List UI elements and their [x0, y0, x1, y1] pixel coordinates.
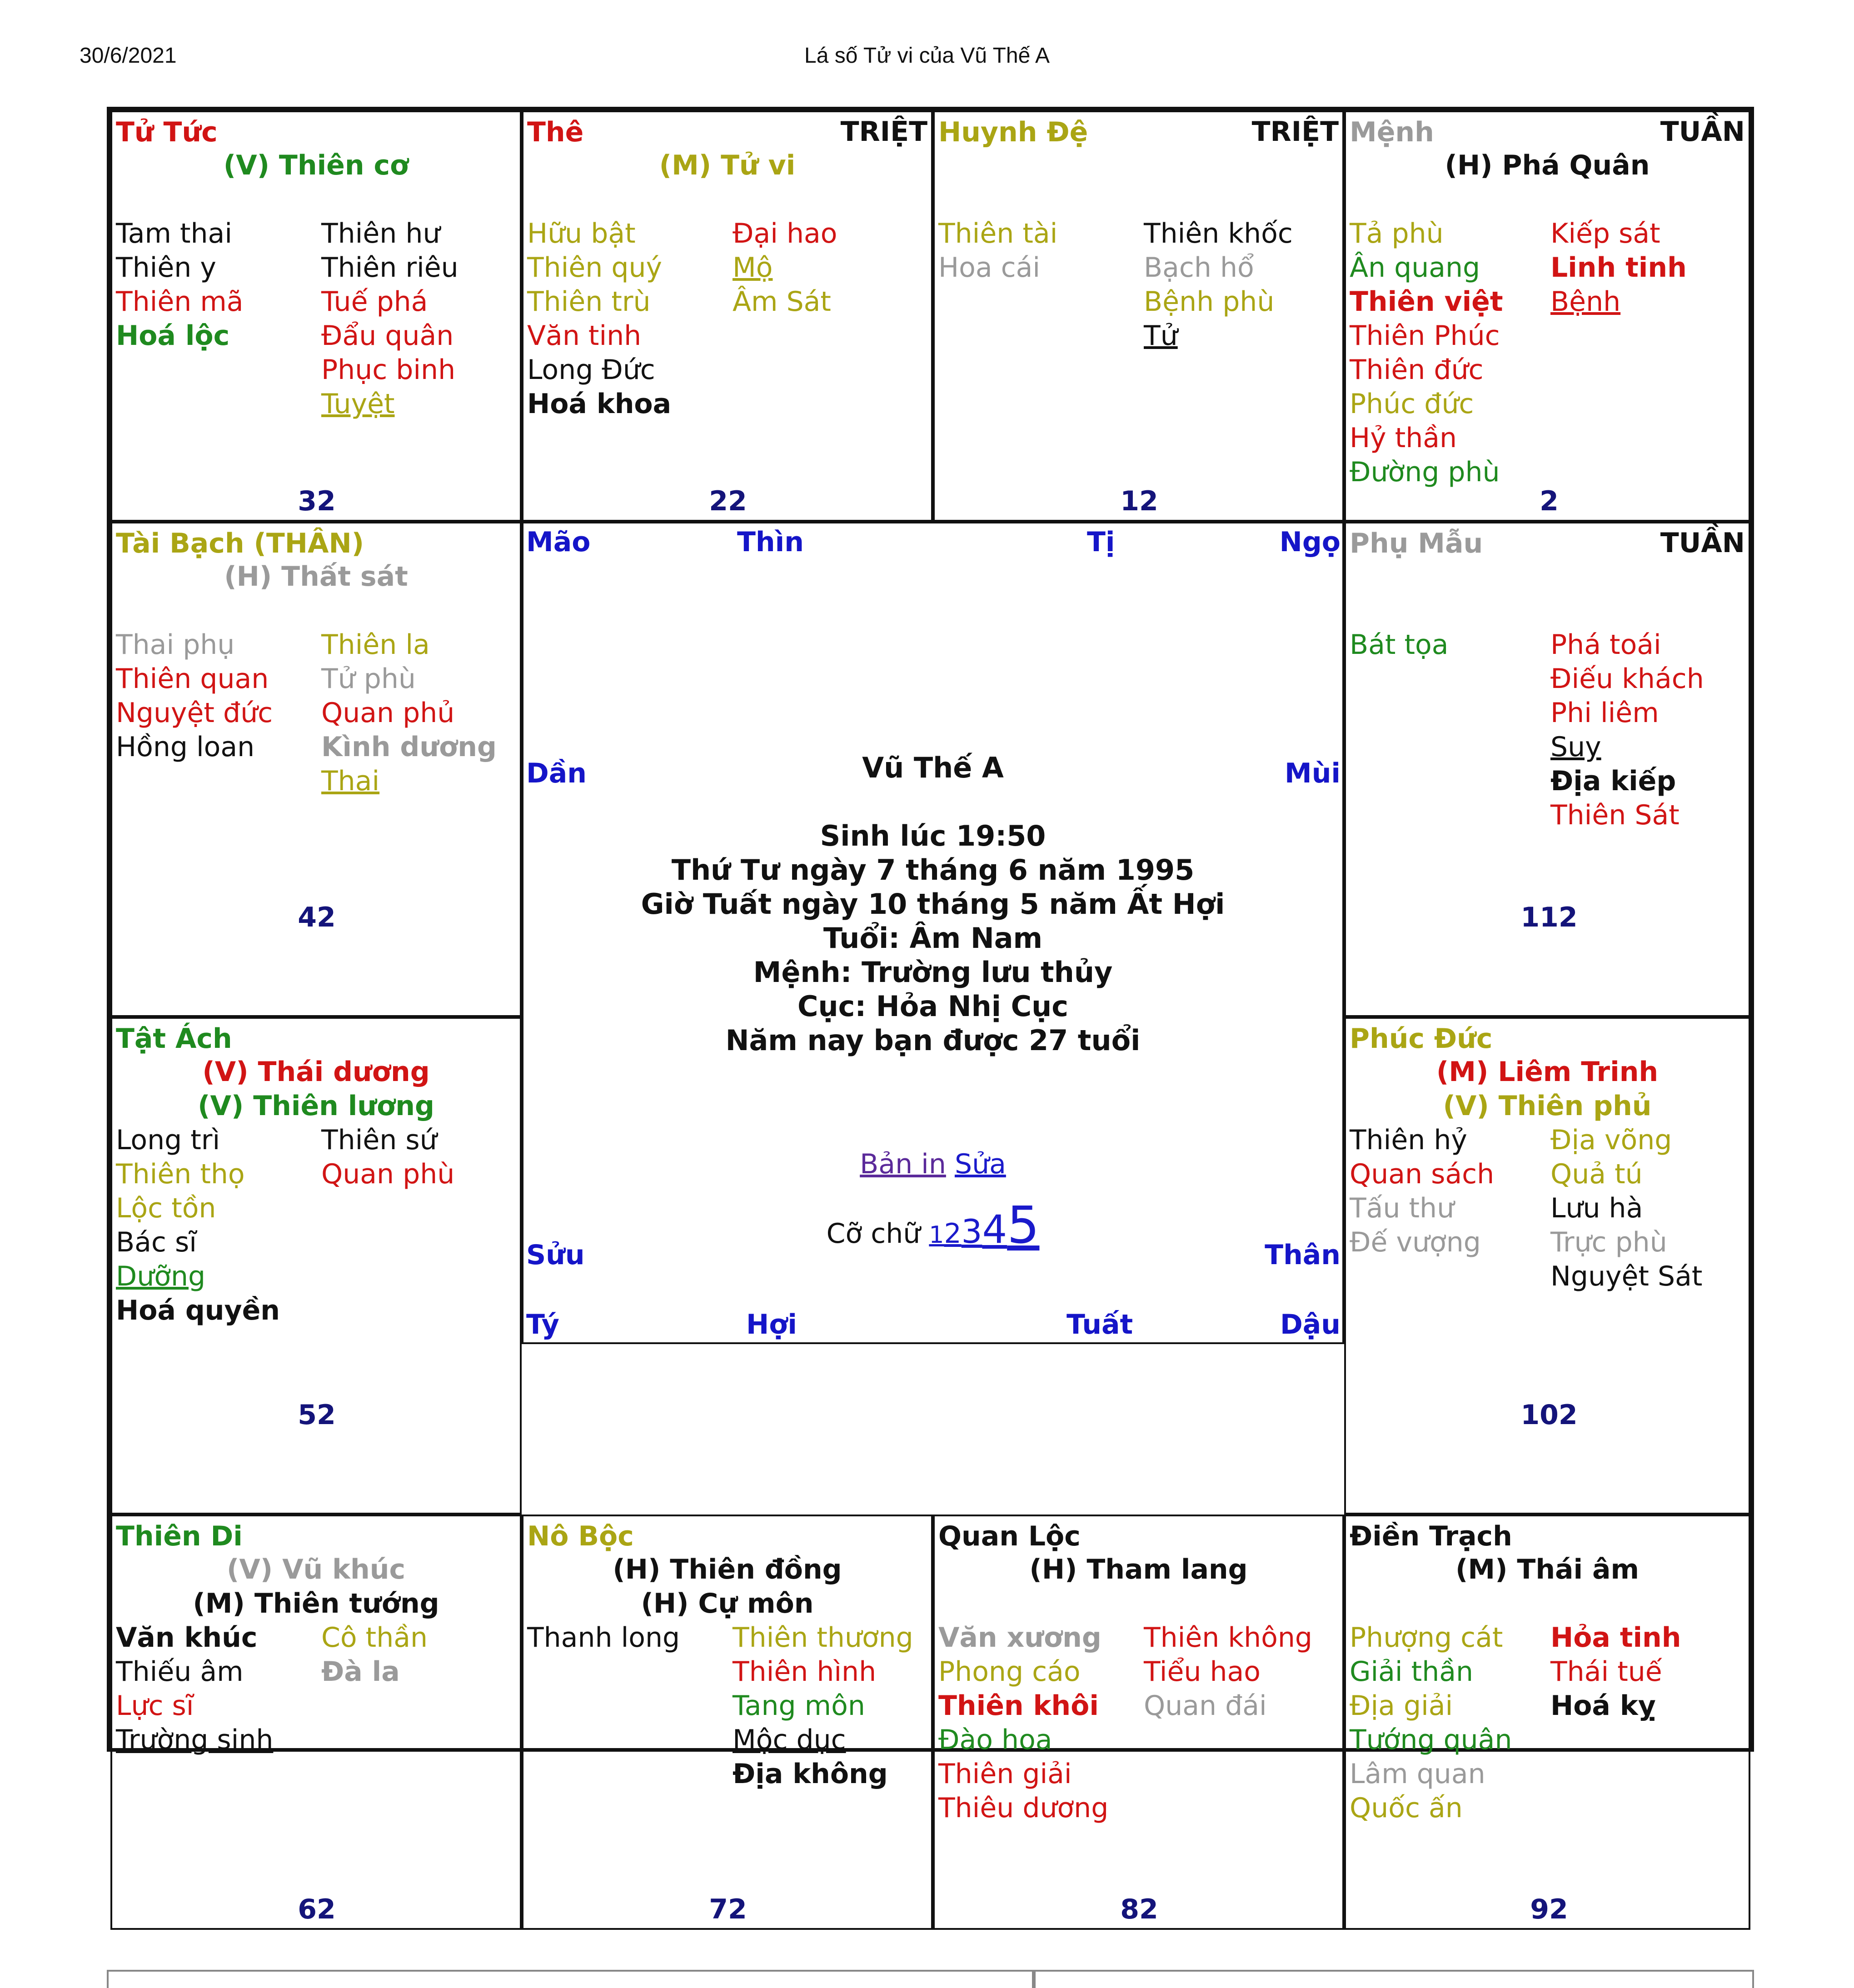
- branch-label: Tị: [1087, 526, 1115, 558]
- star: Văn tinh: [527, 320, 642, 352]
- minor-stars-right: [321, 1621, 428, 1689]
- star: Thiên trù: [527, 286, 651, 318]
- palace-name: Tật Ách: [116, 1023, 232, 1055]
- star: Thiên Sát: [1550, 799, 1680, 831]
- major-stars: [523, 149, 931, 183]
- palace-name: Thê: [527, 116, 584, 148]
- star: Phượng cát: [1350, 1622, 1503, 1654]
- minor-stars-left: [527, 1621, 680, 1655]
- star: Thiên khốc: [1144, 218, 1293, 249]
- star: Quả tú: [1550, 1158, 1643, 1190]
- star: Lâm quan: [1350, 1758, 1485, 1790]
- palace-phu-mau: [1344, 522, 1750, 1017]
- major-star: (V) Vũ khúc: [226, 1554, 406, 1585]
- major-stars: [112, 1553, 520, 1621]
- star: Thái tuế: [1550, 1656, 1662, 1688]
- star: Bát tọa: [1350, 629, 1449, 661]
- star: Thiên quan: [116, 663, 269, 695]
- branch-label: Dần: [526, 757, 587, 789]
- print-date: 30/6/2021: [80, 44, 177, 68]
- star: Quan sách: [1350, 1158, 1495, 1190]
- branch-label: Tý: [526, 1309, 559, 1340]
- star: Suy: [1550, 731, 1601, 763]
- star: Văn khúc: [116, 1622, 258, 1654]
- star: Dưỡng: [116, 1261, 206, 1292]
- star: Tướng quân: [1350, 1724, 1512, 1756]
- star: Phi liêm: [1550, 697, 1659, 729]
- star: Thiên sứ: [321, 1124, 437, 1156]
- major-star: (H) Phá Quân: [1445, 149, 1650, 181]
- star: Thiên tài: [938, 218, 1058, 249]
- font-size-label: Cỡ chữ: [826, 1218, 921, 1250]
- star: Tử: [1144, 320, 1178, 352]
- palace-huynh-de: [933, 110, 1344, 522]
- star: Thiên Phúc: [1350, 320, 1500, 352]
- star: Thiên y: [116, 252, 216, 284]
- palace-name: Mệnh: [1350, 116, 1434, 148]
- minor-stars-left: [1350, 217, 1503, 489]
- solar-date: Thứ Tư ngày 7 tháng 6 năm 1995: [671, 853, 1195, 887]
- star: Hoá lộc: [116, 320, 230, 352]
- star: Quan phù: [321, 1158, 455, 1190]
- font-size-3-link[interactable]: 3: [961, 1212, 982, 1251]
- star: Âm Sát: [733, 286, 831, 318]
- print-link[interactable]: Bản in: [860, 1148, 946, 1180]
- star: Long trì: [116, 1124, 220, 1156]
- star: Thiên hư: [321, 218, 440, 249]
- star: Bác sĩ: [116, 1226, 197, 1258]
- minor-stars-right: [733, 1621, 913, 1791]
- minor-stars-left: [938, 217, 1057, 285]
- major-star: (V) Thái dương: [202, 1056, 430, 1088]
- star: Đế vượng: [1350, 1226, 1481, 1258]
- branch-label: Tuất: [1067, 1309, 1133, 1340]
- star: Thanh long: [527, 1622, 680, 1654]
- major-star: (M) Thiên tướng: [193, 1588, 439, 1619]
- minor-stars-right: [1550, 1123, 1702, 1294]
- palace-name: Tử Tức: [116, 116, 218, 148]
- minor-stars-right: [1550, 628, 1704, 832]
- star: Trực phù: [1550, 1226, 1667, 1258]
- palace-dien-trach: [1344, 1515, 1750, 1930]
- major-stars: [112, 149, 520, 183]
- star: Thiên giải: [938, 1758, 1072, 1790]
- star: Quốc ấn: [1350, 1792, 1463, 1824]
- star: Thiên đức: [1350, 354, 1484, 386]
- palace-tag: TUẦN: [1660, 527, 1745, 559]
- age-type: Tuổi: Âm Nam: [823, 922, 1043, 955]
- palace-number: 82: [1120, 1893, 1158, 1925]
- star: Bệnh phù: [1144, 286, 1275, 318]
- minor-stars-right: [321, 1123, 454, 1191]
- minor-stars-left: [1350, 1123, 1494, 1260]
- star: Mộ: [733, 252, 773, 284]
- major-stars: [112, 560, 520, 594]
- star: Hoa cái: [938, 252, 1041, 284]
- star: Cô thần: [321, 1622, 428, 1654]
- palace-name: Thiên Di: [116, 1520, 243, 1552]
- palace-number: 52: [298, 1399, 336, 1431]
- star: Thiên la: [321, 629, 430, 661]
- palace-the: [522, 110, 933, 522]
- next-table-edge-right: [1034, 1970, 1754, 1988]
- major-star: (M) Liêm Trinh: [1436, 1056, 1659, 1088]
- star: Mộc dục: [733, 1724, 846, 1756]
- star: Lộc tồn: [116, 1192, 216, 1224]
- palace-number: 2: [1540, 485, 1559, 517]
- star: Bệnh: [1550, 286, 1621, 318]
- star: Tuế phá: [321, 286, 428, 318]
- star: Hoá kỵ: [1550, 1690, 1656, 1722]
- palace-phuc-duc: [1344, 1017, 1750, 1515]
- star: Thiên thọ: [116, 1158, 245, 1190]
- star: Tiểu hao: [1144, 1656, 1261, 1688]
- birth-time: Sinh lúc 19:50: [820, 819, 1046, 852]
- major-star: (H) Cự môn: [641, 1588, 814, 1619]
- major-star: (V) Thiên phủ: [1443, 1090, 1652, 1122]
- cuc-info: Cục: Hỏa Nhị Cục: [797, 990, 1068, 1023]
- star: Thiêu dương: [938, 1792, 1109, 1824]
- star: Hoá quyền: [116, 1295, 280, 1326]
- font-size-4-link[interactable]: 4: [982, 1207, 1007, 1252]
- star: Điếu khách: [1550, 663, 1704, 695]
- major-star: (M) Thái âm: [1455, 1554, 1640, 1585]
- palace-tag: TUẦN: [1660, 116, 1745, 148]
- palace-name: Nô Bộc: [527, 1520, 634, 1552]
- palace-number: 42: [298, 902, 336, 933]
- star: Tấu thư: [1350, 1192, 1455, 1224]
- major-stars: [112, 1055, 520, 1123]
- star: Nguyệt đức: [116, 697, 273, 729]
- star: Thiên việt: [1350, 286, 1503, 318]
- star: Hoá khoa: [527, 388, 672, 420]
- palace-thien-di: [110, 1515, 522, 1930]
- palace-tag: TRIỆT: [840, 116, 927, 148]
- minor-stars-left: [116, 217, 244, 353]
- star: Thiên hình: [733, 1656, 877, 1688]
- star: Quan phủ: [321, 697, 455, 729]
- minor-stars-right: [1550, 217, 1687, 319]
- star: Đào hoa: [938, 1724, 1052, 1756]
- major-star: (H) Thất sát: [224, 561, 408, 593]
- palace-number: 92: [1530, 1893, 1568, 1925]
- star: Thai phụ: [116, 629, 235, 661]
- star: Văn xương: [938, 1622, 1101, 1654]
- star: Địa giải: [1350, 1690, 1453, 1722]
- star: Thiên khôi: [938, 1690, 1099, 1722]
- major-star: (M) Tử vi: [659, 149, 796, 181]
- branch-label: Mùi: [1285, 757, 1341, 789]
- star: Thiên thương: [733, 1622, 913, 1654]
- star: Ân quang: [1350, 252, 1480, 284]
- star: Quan đái: [1144, 1690, 1267, 1722]
- star: Hỷ thần: [1350, 422, 1457, 454]
- star: Đại hao: [733, 218, 837, 249]
- star: Kiếp sát: [1550, 218, 1660, 249]
- minor-stars-left: [938, 1621, 1108, 1825]
- star: Thiên mã: [116, 286, 244, 318]
- palace-number: 72: [709, 1893, 747, 1925]
- major-star: (V) Thiên lương: [198, 1090, 434, 1122]
- minor-stars-right: [1550, 1621, 1681, 1723]
- person-name: Vũ Thế A: [862, 751, 1004, 784]
- lunar-date: Giờ Tuất ngày 10 tháng 5 năm Ất Hợi: [641, 887, 1225, 921]
- star: Phúc đức: [1350, 388, 1474, 420]
- star: Thiên quý: [527, 252, 662, 284]
- minor-stars-left: [116, 1123, 280, 1328]
- minor-stars-right: [321, 628, 497, 798]
- star: Tang môn: [733, 1690, 865, 1722]
- minor-stars-right: [321, 217, 459, 421]
- palace-number: 32: [298, 485, 336, 517]
- menh-info: Mệnh: Trường lưu thủy: [753, 956, 1113, 989]
- star: Hồng loan: [116, 731, 255, 763]
- chart-center: [522, 522, 1344, 1344]
- star: Địa võng: [1550, 1124, 1672, 1156]
- star: Đà la: [321, 1656, 400, 1688]
- star: Thiên hỷ: [1350, 1124, 1467, 1156]
- star: Trường sinh: [116, 1724, 274, 1756]
- minor-stars-right: [1144, 1621, 1312, 1723]
- branch-label: Hợi: [746, 1309, 797, 1340]
- star: Đẩu quân: [321, 320, 454, 352]
- star: Địa không: [733, 1758, 888, 1790]
- current-age: Năm nay bạn được 27 tuổi: [725, 1024, 1141, 1057]
- palace-number: 62: [298, 1893, 336, 1925]
- major-star: (V) Thiên cơ: [223, 149, 409, 181]
- horoscope-chart: [107, 107, 1754, 1925]
- palace-name: Phụ Mẫu: [1350, 528, 1483, 559]
- palace-no-boc: [522, 1515, 933, 1930]
- palace-tag: TRIỆT: [1251, 116, 1339, 148]
- star: Giải thần: [1350, 1656, 1474, 1688]
- minor-stars-left: [527, 217, 671, 421]
- font-size-row: [523, 1196, 1342, 1255]
- star: Tử phù: [321, 663, 416, 695]
- star: Hữu bật: [527, 218, 636, 249]
- major-star: (H) Tham lang: [1029, 1554, 1248, 1585]
- branch-label: Mão: [526, 526, 591, 558]
- minor-stars-right: [733, 217, 837, 319]
- major-star: (H) Thiên đồng: [613, 1554, 842, 1585]
- star: Linh tinh: [1550, 252, 1687, 284]
- star: Thiếu âm: [116, 1656, 244, 1688]
- palace-name: Điền Trạch: [1350, 1520, 1512, 1552]
- star: Hỏa tinh: [1550, 1622, 1681, 1654]
- star: Thiên riêu: [321, 252, 459, 284]
- branch-label: Dậu: [1280, 1309, 1341, 1340]
- major-stars: [935, 1553, 1342, 1587]
- branch-label: Thìn: [737, 526, 804, 558]
- star: Tam thai: [116, 218, 232, 249]
- minor-stars-left: [1350, 1621, 1512, 1825]
- edit-link[interactable]: Sửa: [954, 1148, 1006, 1180]
- palace-name: Tài Bạch (THÂN): [116, 528, 364, 559]
- star: Long Đức: [527, 354, 655, 386]
- star: Phục binh: [321, 354, 456, 386]
- star: Thai: [321, 765, 380, 797]
- palace-tai-bach: [110, 522, 522, 1017]
- minor-stars-right: [1144, 217, 1293, 353]
- major-stars: [523, 1553, 931, 1621]
- palace-number: 112: [1520, 902, 1578, 933]
- star: Lưu hà: [1550, 1192, 1643, 1224]
- star: Thiên không: [1144, 1622, 1312, 1654]
- palace-number: 22: [709, 485, 747, 517]
- palace-tu-tuc: [110, 110, 522, 522]
- palace-name: Phúc Đức: [1350, 1023, 1493, 1055]
- star: Tuyệt: [321, 388, 395, 420]
- font-size-2-link[interactable]: 2: [944, 1218, 962, 1250]
- palace-quan-loc: [933, 1515, 1344, 1930]
- palace-number: 102: [1520, 1399, 1578, 1431]
- star: Địa kiếp: [1550, 765, 1676, 797]
- palace-name: Quan Lộc: [938, 1520, 1081, 1552]
- star: Kình dương: [321, 731, 497, 763]
- major-stars: [1346, 1055, 1749, 1123]
- palace-name: Huynh Đệ: [938, 116, 1088, 148]
- minor-stars-left: [116, 1621, 273, 1757]
- branch-label: Thân: [1265, 1239, 1341, 1271]
- font-size-1-link[interactable]: 1: [929, 1221, 944, 1249]
- branch-label: Sửu: [526, 1239, 585, 1271]
- star: Đường phù: [1350, 456, 1500, 488]
- action-links: [523, 1148, 1342, 1180]
- star: Phá toái: [1550, 629, 1661, 661]
- major-stars: [1346, 149, 1749, 183]
- branch-label: Ngọ: [1279, 526, 1341, 558]
- star: Nguyệt Sát: [1550, 1261, 1703, 1292]
- palace-tat-ach: [110, 1017, 522, 1515]
- major-stars: [1346, 1553, 1749, 1587]
- star: Lực sĩ: [116, 1690, 194, 1722]
- font-size-5-link[interactable]: 5: [1007, 1196, 1040, 1255]
- page-title: Lá số Tử vi của Vũ Thế A: [804, 44, 1050, 68]
- minor-stars-left: [1350, 628, 1449, 662]
- minor-stars-left: [116, 628, 273, 764]
- star: Phong cáo: [938, 1656, 1081, 1688]
- palace-menh: [1344, 110, 1750, 522]
- next-table-edge-left: [107, 1970, 1034, 1988]
- star: Tả phù: [1350, 218, 1444, 249]
- palace-number: 12: [1120, 485, 1158, 517]
- star: Bạch hổ: [1144, 252, 1254, 284]
